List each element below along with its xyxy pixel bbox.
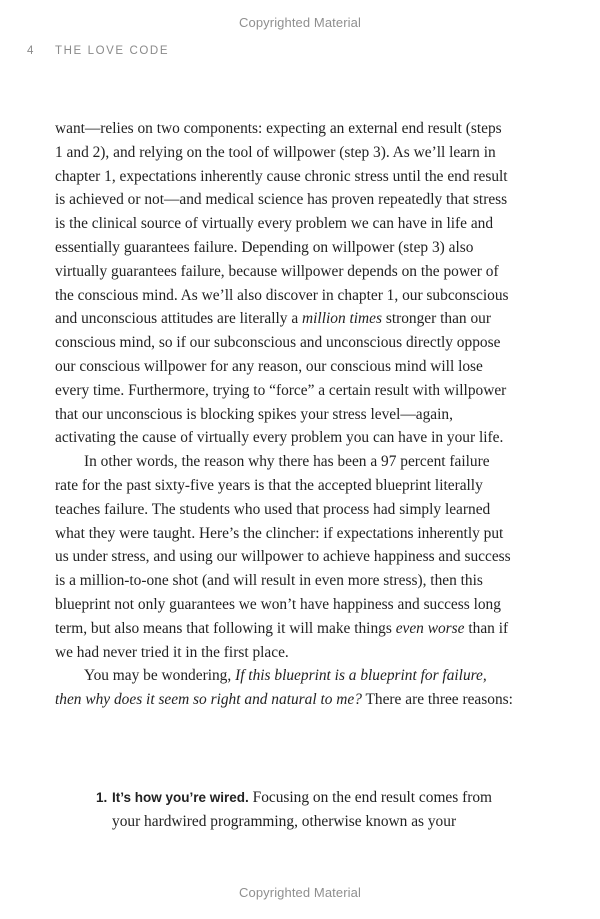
paragraph-3	[55, 664, 513, 712]
copyright-watermark-bottom: Copyrighted Material	[239, 885, 361, 900]
paragraph-3-emphasis: If this blueprint is a blueprint for failure, then why does it seem so right and natural to me?	[55, 667, 487, 709]
paragraph-1	[55, 117, 513, 450]
paragraph-2	[55, 450, 513, 664]
paragraph-2-emphasis: even worse	[395, 619, 465, 637]
list-item-text: Focusing on the end result comes from your hardwired programming, otherwise known as your	[112, 789, 492, 830]
paragraph-2-text-a: In other words, the reason why there has been a 97 percent failure rate for the past sixty-five years is that the accepted blueprint literally teaches failure. The students who used that process had simply learned what they were taught. Here’s the clincher: if expectations inherently put us under stress, and using our willpower to achieve happiness and success is a million-to-one shot (and will result in even more stress), then this blueprint not only guarantees we won’t have happiness and success long term, but also means that following it will make things	[55, 453, 511, 637]
list-item-number: 1.	[96, 790, 108, 805]
list-item	[96, 786, 513, 834]
running-header	[27, 45, 169, 57]
page-number: 4	[27, 45, 35, 57]
list-item-lead: It’s how you’re wired.	[112, 790, 249, 805]
running-title: THE LOVE CODE	[55, 45, 170, 57]
body-text	[55, 117, 513, 712]
list-item-body	[112, 786, 513, 834]
paragraph-1-text-b: stronger than our conscious mind, so if our subconscious and unconscious directly oppose our conscious willpower for any reason, our conscious mind will lose every time. Furthermore, trying to “force” a certain result with willpower that our unconscious is blocking spikes your stress level—again, activating the cause of virtually every problem you can have in your life.	[55, 310, 507, 447]
paragraph-1-emphasis: million times	[302, 310, 382, 328]
paragraph-3-text-b: There are three reasons:	[361, 691, 513, 709]
paragraph-1-text-a: want—relies on two components: expecting an external end result (steps 1 and 2), and relying on the tool of willpower (step 3). As we’ll learn in chapter 1, expectations inherently cause chronic stress until the end result is achieved or not—and medical science has proven repeatedly that stress is the clinical source of virtually every problem we can have in life and essentially guarantees failure. Depending on willpower (step 3) also virtually guarantees failure, because willpower depends on the power of the conscious mind. As we’ll also discover in chapter 1, our subconscious and unconscious attitudes are literally a	[55, 120, 509, 328]
paragraph-3-text-a: You may be wondering,	[84, 667, 236, 685]
paragraph-2-text-b: than if we had never tried it in the first place.	[55, 619, 509, 661]
numbered-list	[55, 786, 513, 834]
copyright-watermark-top: Copyrighted Material	[239, 15, 361, 30]
